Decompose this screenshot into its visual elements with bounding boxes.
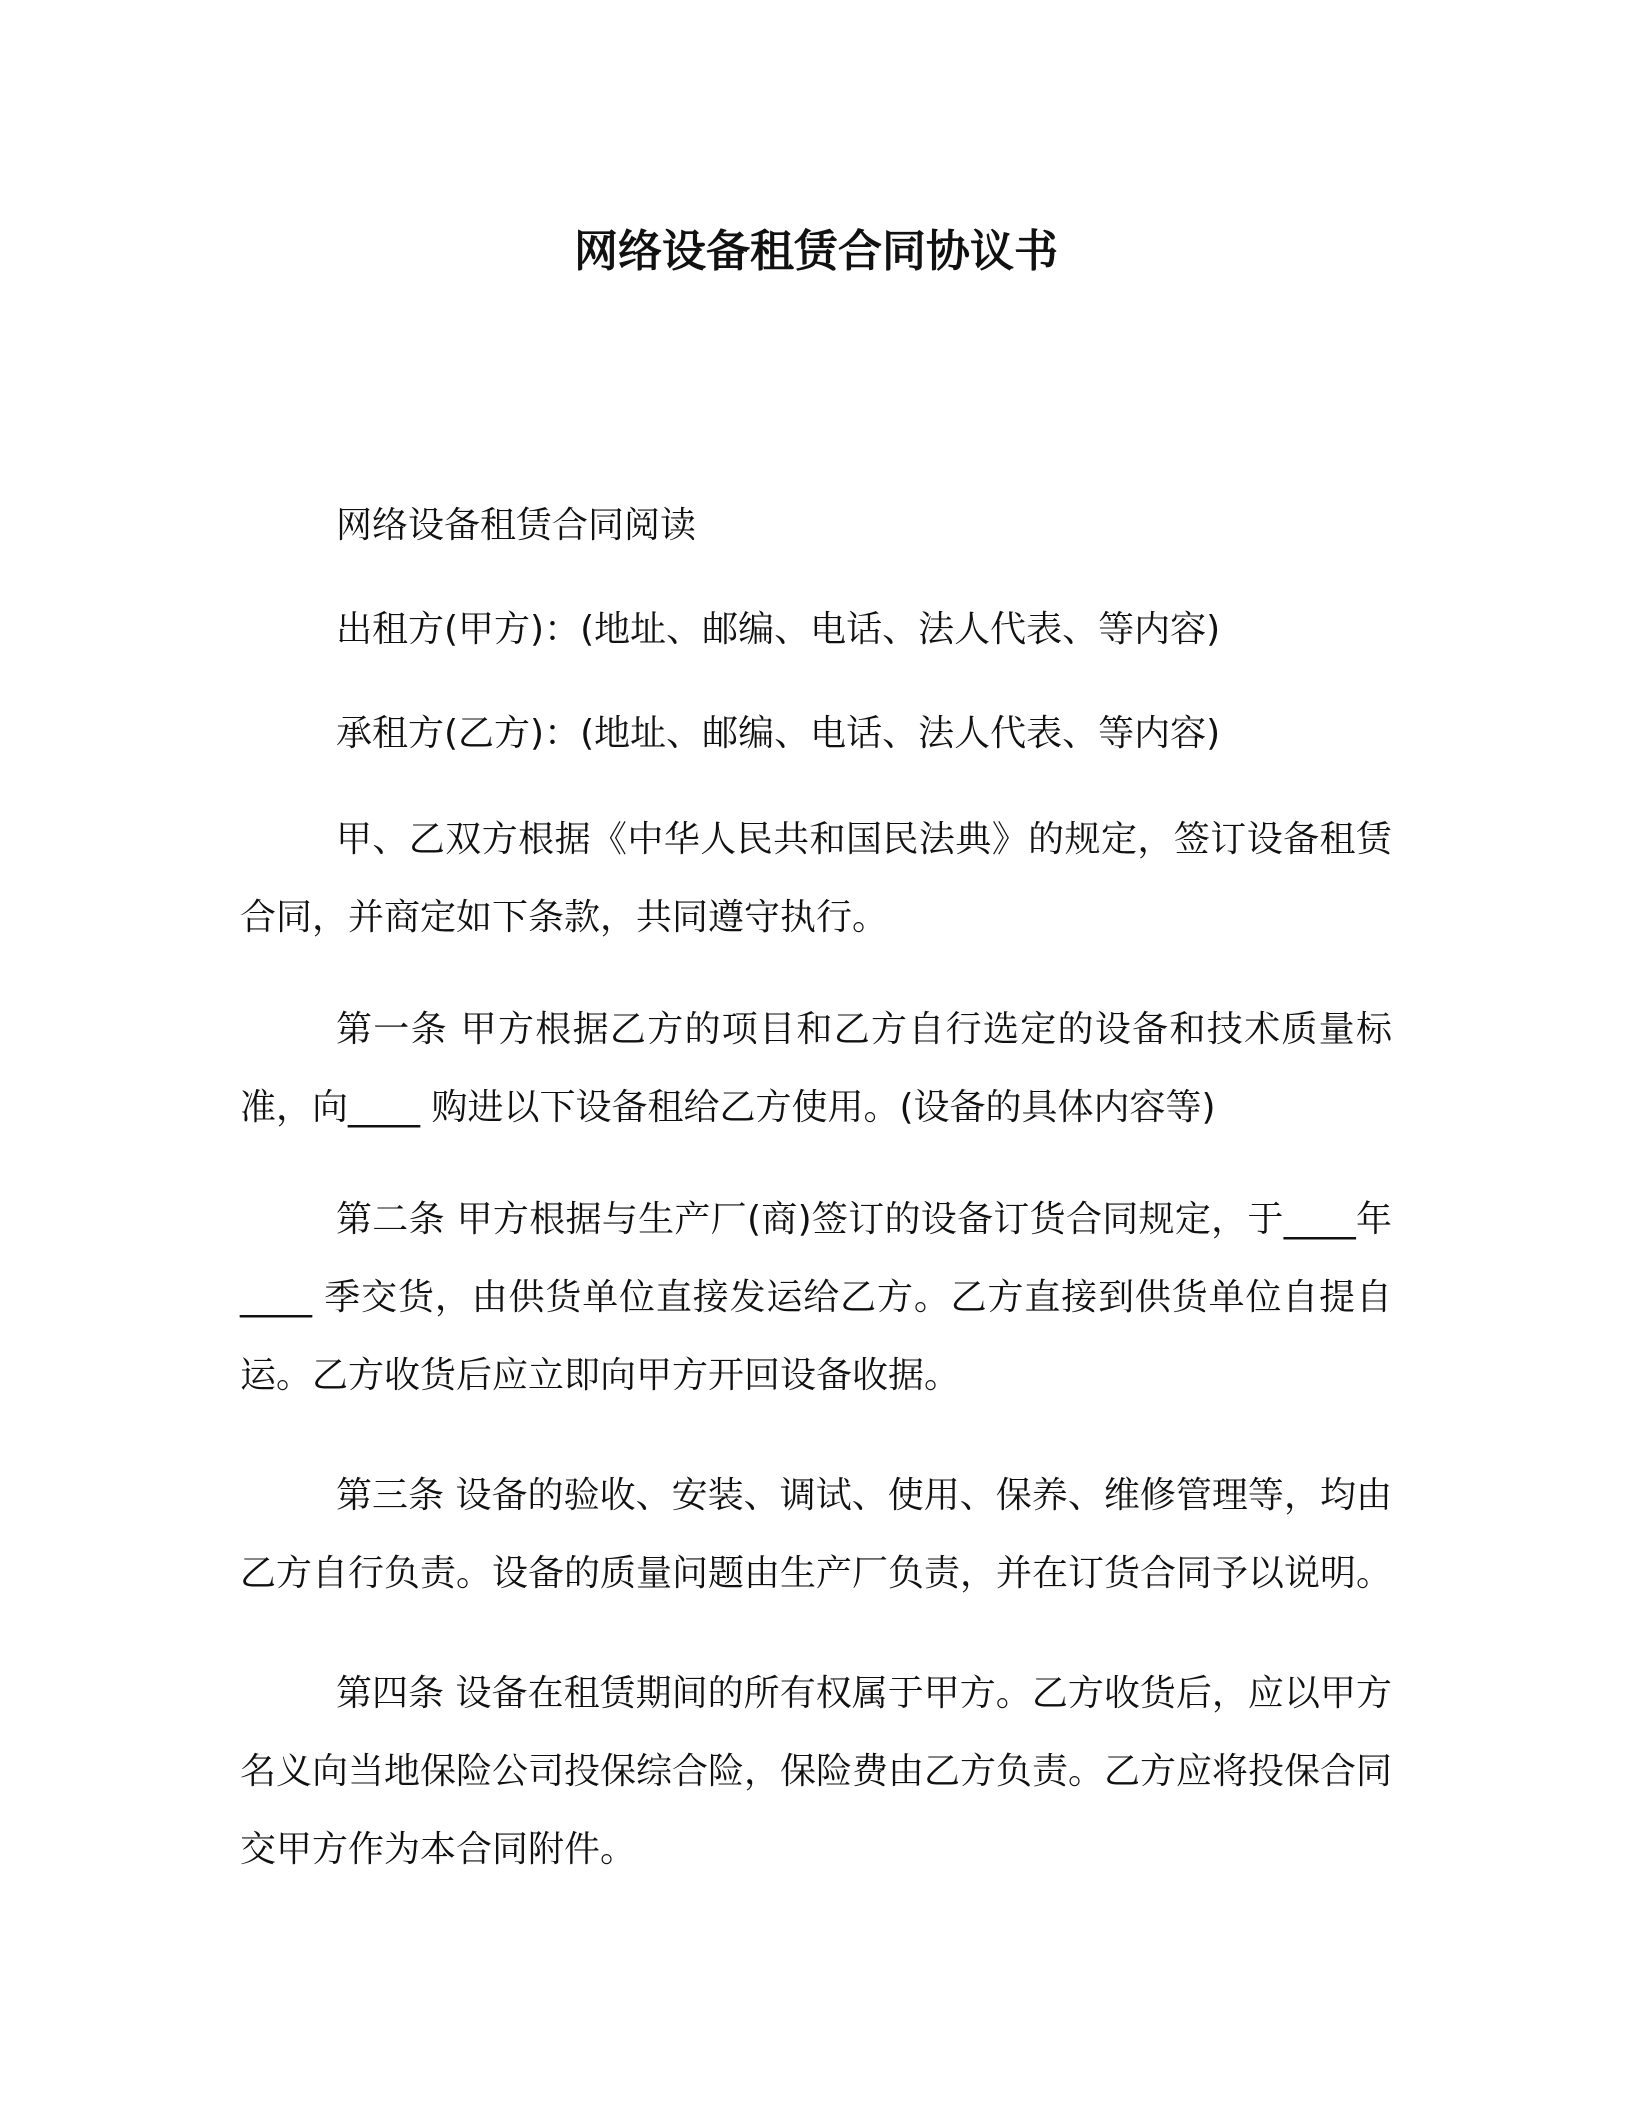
paragraph-article-1: 第一条 甲方根据乙方的项目和乙方自行选定的设备和技术质量标准，向____ 购进以下设备租给乙方使用。(设备的具体内容等) [240, 1009, 1392, 1128]
paragraph-lessee: 承租方(乙方)：(地址、邮编、电话、法人代表、等内容) [336, 713, 1221, 754]
document-title: 网络设备租赁合同协议书 [574, 226, 1058, 277]
paragraph-reading-heading: 网络设备租赁合同阅读 [336, 505, 697, 546]
document-body [240, 487, 1392, 1889]
paragraph-article-3: 第三条 设备的验收、安装、调试、使用、保养、维修管理等，均由乙方自行负责。设备的质量问题由生产厂负责，并在订货合同予以说明。 [240, 1475, 1393, 1594]
paragraph-article-4: 第四条 设备在租赁期间的所有权属于甲方。乙方收货后，应以甲方名义向当地保险公司投保综合险，保险费由乙方负责。乙方应将投保合同交甲方作为本合同附件。 [240, 1673, 1393, 1870]
paragraph-lessor: 出租方(甲方)：(地址、邮编、电话、法人代表、等内容) [336, 609, 1221, 650]
paragraph-article-2: 第二条 甲方根据与生产厂(商)签订的设备订货合同规定，于____年____ 季交货，由供货单位直接发运给乙方。乙方直接到供货单位自提自运。乙方收货后应立即向甲方开回设备收据。 [240, 1199, 1392, 1396]
paragraph-preamble: 甲、乙双方根据《中华人民共和国民法典》的规定，签订设备租赁合同，并商定如下条款，共同遵守执行。 [240, 819, 1392, 938]
